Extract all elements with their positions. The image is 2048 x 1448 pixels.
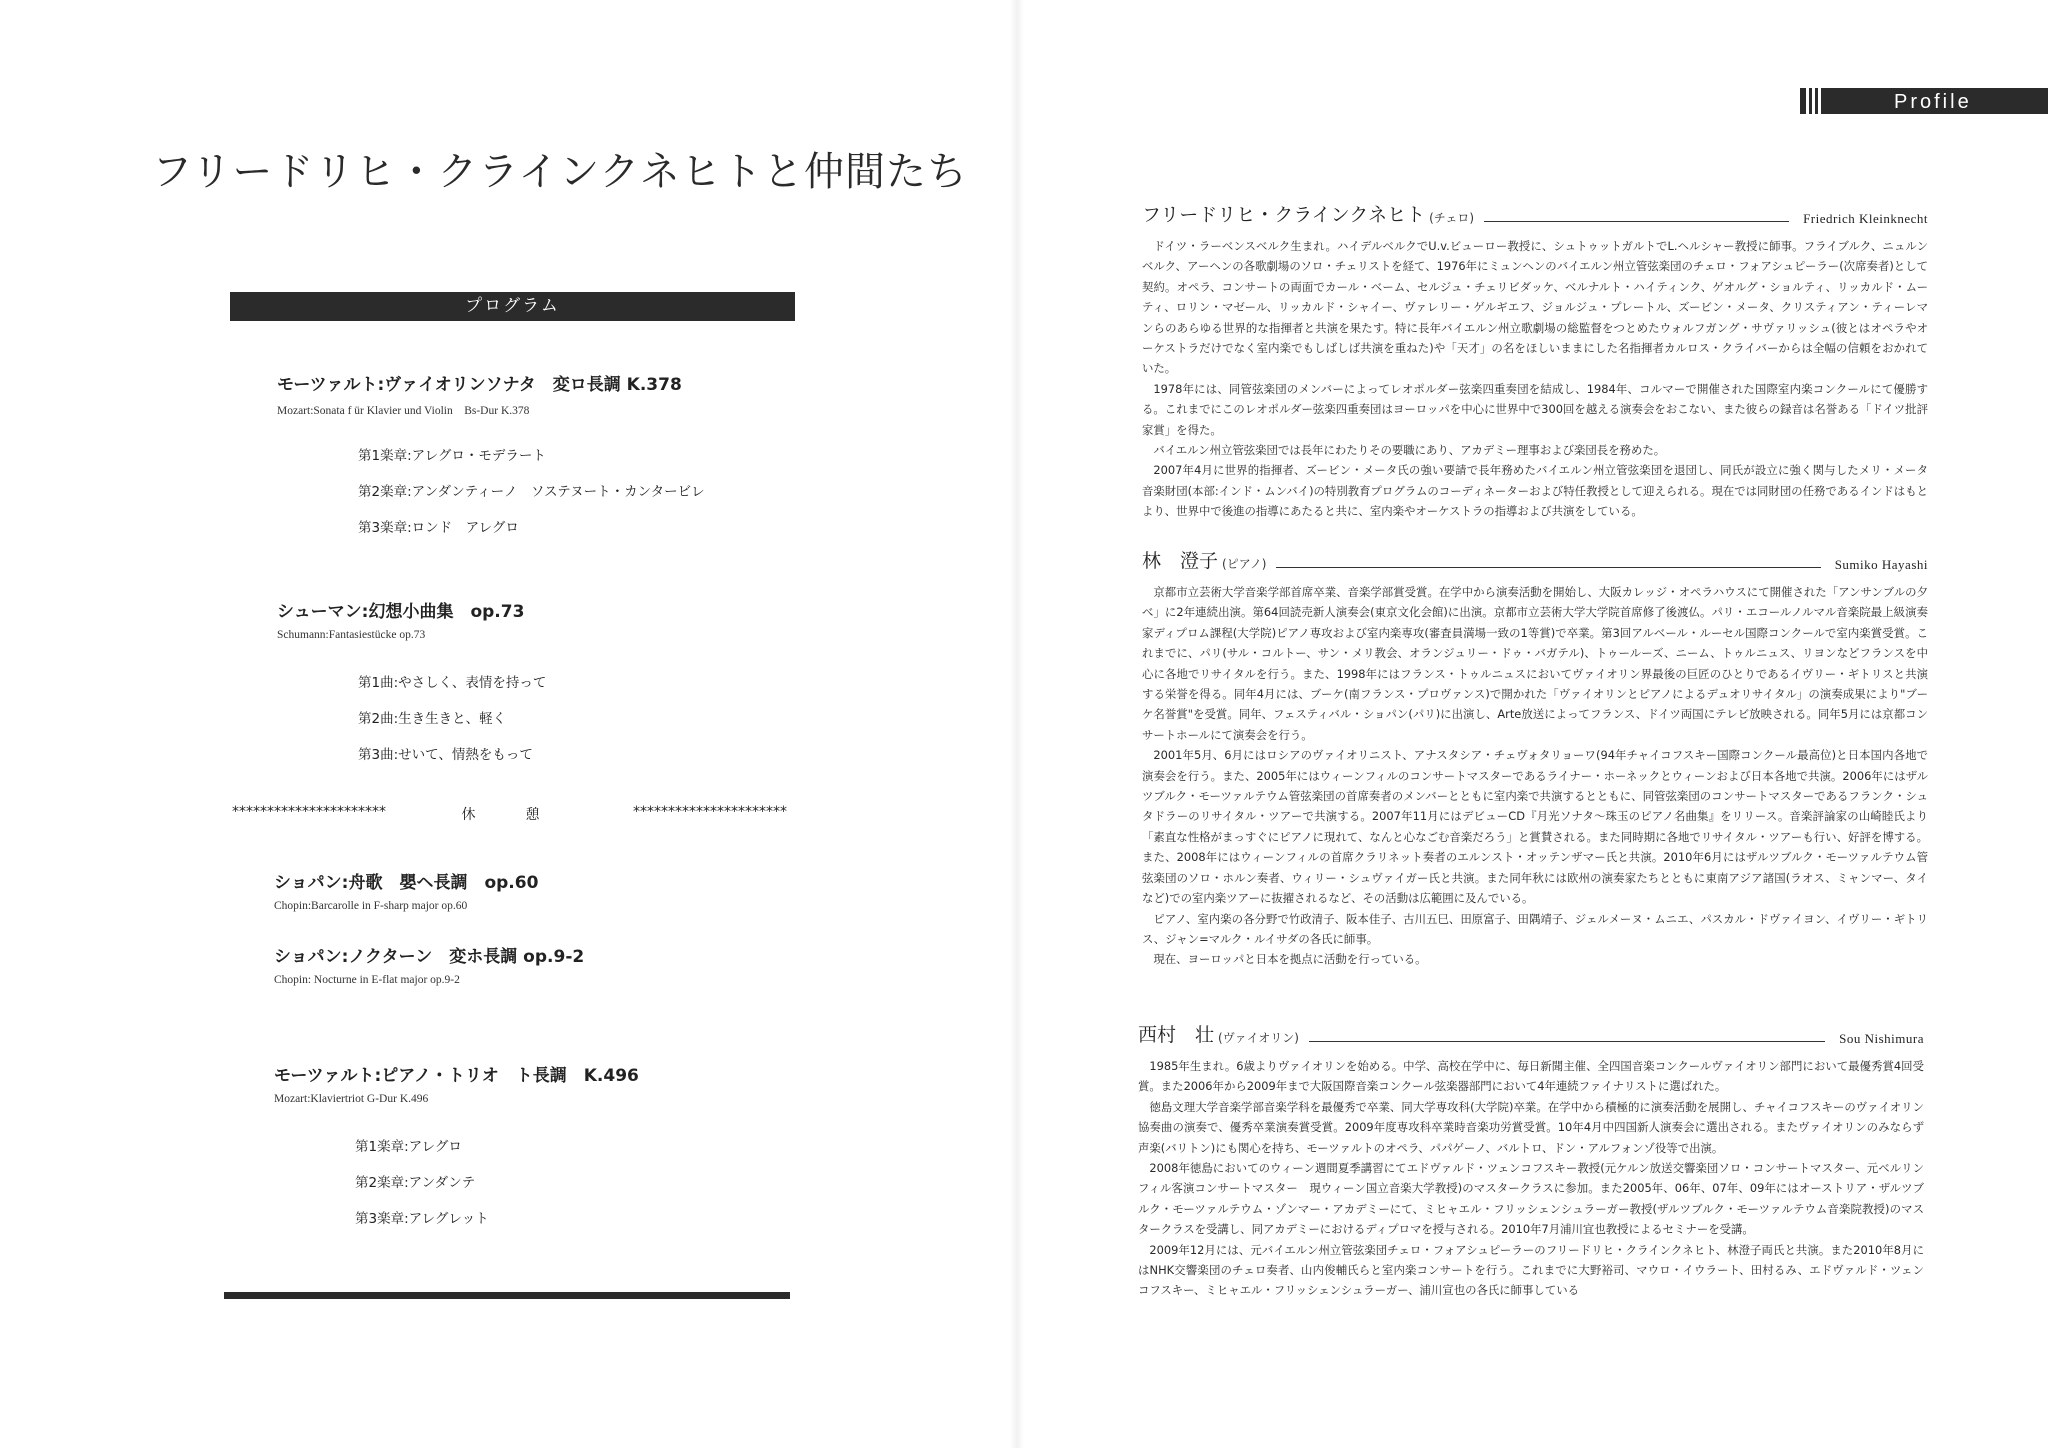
heading-rule: [1309, 1041, 1825, 1042]
heading-rule: [1484, 221, 1789, 222]
work-title: モーツァルト:ピアノ・トリオ ト長調 K.496: [274, 1066, 639, 1086]
artist-instrument: (チェロ): [1429, 211, 1475, 225]
work-subtitle: Mozart:Sonata f ür Klavier und Violin Bs-Dur K.378: [277, 405, 530, 417]
program-bottom-bar: [224, 1292, 790, 1299]
intermission-label: 休 憩: [461, 807, 558, 823]
artist-roman-name: Sou Nishimura: [1839, 1031, 1924, 1046]
movement-item: 第1楽章:アレグロ: [355, 1139, 462, 1155]
artist-roman-name: Sumiko Hayashi: [1834, 557, 1928, 572]
work-subtitle: Chopin: Nocturne in E-flat major op.9-2: [274, 974, 460, 986]
intermission-stars-left: **********************: [232, 804, 386, 820]
movement-item: 第3曲:せいて、情熱をもって: [358, 747, 533, 763]
movement-item: 第2楽章:アンダンティーノ ソステヌート・カンタービレ: [358, 484, 705, 500]
artist-bio: [1138, 1056, 1924, 1301]
movement-item: 第3楽章:ロンド アレグロ: [358, 520, 519, 536]
profile-tab-label: Profile: [1894, 91, 1972, 113]
movement-item: 第1曲:やさしく、表情を持って: [358, 675, 547, 691]
movement-item: 第2楽章:アンダンテ: [355, 1175, 476, 1191]
work-title: ショパン:舟歌 嬰ヘ長調 op.60: [274, 873, 539, 893]
artist-roman-name: Friedrich Kleinknecht: [1803, 211, 1928, 226]
bio-paragraph: ドイツ・ラーベンスベルク生まれ。ハイデルベルクでU.v.ビューロー教授に、シュトゥットガルトでL.ヘルシャー教授に師事。フライブルク、ニュルンベルク、アーヘンの各歌劇場のソロ・チェリストを経て、1976年にミュンヘンのバイエルン州立管弦楽団のチェロ・フォアシュピーラー(次席奏者)として契約。オペラ、コンサートの両面でカール・ベーム、セルジュ・チェリビダッケ、ベルナルト・ハイティンク、ゲオルグ・ショルティ、リッカルド・ムーティ、ロリン・マゼール、リッカルド・シャイー、ヴァレリー・ゲルギエフ、ジョルジュ・プレートル、ズービン・メータ、クリスティアン・ティーレマンらのあらゆる世界的な指揮者と共演を果たす。特に長年バイエルン州立歌劇場の総監督をつとめたウォルフガング・サヴァリッシュ(彼とはオペラやオーケストラだけでなく室内楽でもしばしば共演を重ねた)や「天才」の名をほしいままにした名指揮者カルロス・クライバーからは全幅の信頼をおかれていた。: [1142, 239, 1928, 376]
intermission-row: [232, 804, 787, 824]
bio-paragraph: 2001年5月、6月にはロシアのヴァイオリニスト、アナスタシア・チェヴォタリョーワ(94年チャイコフスキー国際コンクール最高位)と日本国内各地で演奏会を行う。また、2005年にはウィーンフィルのコンサートマスターであるライナー・ホーネックとウィーンおよび日本各地で共演。2006年にはザルツブルク・モーツァルテウム管弦楽団の首席奏者のメンバーとともに室内楽で共演するとともに、同管弦楽団のコンサートマスターであるフランク・シュタドラーのリサイタル・ツアーで共演する。2007年11月にはデビューCD『月光ソナタ～珠玉のピアノ名曲集』をリリース。音楽評論家の山崎睦氏より「素直な性格がまっすぐにピアノに現れて、なんと心なごむ音楽だろう」と賞賛される。また同時期に各地でリサイタル・ツアーも行い、好評を博する。また、2008年にはウィーンフィルの首席クラリネット奏者のエルンスト・オッテンザマー氏と共演。2010年6月にはザルツブルク・モーツァルテウム管弦楽団のソロ・ホルン奏者、ウィリー・シュヴァイガー氏と共演。また同年秋には欧州の演奏家たちとともに東南アジア諸国(ラオス、ミャンマー、タイなど)での室内楽ツアーに抜擢されるなど、その活動は広範囲に及んでいる。: [1142, 748, 1928, 906]
work-subtitle: Schumann:Fantasiestücke op.73: [277, 629, 426, 641]
bio-paragraph: 2008年徳島においてのウィーン週間夏季講習にてエドヴァルド・ツェンコフスキー教授(元ケルン放送交響楽団ソロ・コンサートマスター、元ベルリンフィル客演コンサートマスター 現ウィーン国立音楽大学教授)のマスタークラスに参加。また2005年、06年、07年、09年にはオーストリア・ザルツブルク・モーツァルテウム・ゾンマー・アカデミーにて、ミヒャエル・フリッシェンシュラーガー教授(ザルツブルク・モーツァルテウム音楽院教授)のマスタークラスを受講し、同アカデミーにおけるディプロマを授与される。2010年7月浦川宜也教授によるセミナーを受講。: [1138, 1161, 1924, 1237]
movement-item: 第1楽章:アレグロ・モデラート: [358, 448, 546, 464]
profile-tab: [1800, 88, 2048, 114]
bio-paragraph: 現在、ヨーロッパと日本を拠点に活動を行っている。: [1153, 952, 1427, 967]
bio-paragraph: 1978年には、同管弦楽団のメンバーによってレオポルダー弦楽四重奏団を結成し、1984年、コルマーで開催された国際室内楽コンクールにて優勝する。これまでにこのレオポルダー弦楽四重奏団はヨーロッパを中心に世界中で300回を越える演奏会をおこない、また彼らの録音は名誉ある「ドイツ批評家賞」を得た。: [1142, 381, 1928, 437]
artist-bio: [1142, 236, 1928, 522]
bio-paragraph: 徳島文理大学音楽学部音楽学科を最優秀で卒業、同大学専攻科(大学院)卒業。在学中から積極的に演奏活動を展開し、チャイコフスキーのヴァイオリン協奏曲の演奏で、優秀卒業演奏賞受賞。2009年度専攻科卒業時音楽功労賞受賞。10年4月中四国新人演奏会に選出される。またヴァイオリンのみならず声楽(バリトン)にも関心を持ち、モーツァルトのオペラ、パパゲーノ、バルトロ、ドン・アルフォンゾ役等で出演。: [1138, 1099, 1924, 1155]
movement-item: 第3楽章:アレグレット: [355, 1211, 489, 1227]
artist-name: 西村 壮: [1138, 1024, 1215, 1046]
work-subtitle: Mozart:Klaviertriot G-Dur K.496: [274, 1093, 429, 1105]
artist-name: フリードリヒ・クラインクネヒト: [1142, 204, 1426, 226]
bio-paragraph: 2009年12月には、元バイエルン州立管弦楽団チェロ・フォアシュピーラーのフリードリヒ・クラインクネヒト、林澄子両氏と共演。また2010年8月にはNHK交響楽団のチェロ奏者、山内俊輔氏らと室内楽コンサートを行う。これまでに大野裕司、マウロ・イウラート、田村るみ、エドヴァルド・ツェンコフスキー、ミヒャエル・フリッシェンシュラーガー、浦川宣也の各氏に師事している: [1138, 1242, 1924, 1298]
bio-paragraph: 2007年4月に世界的指揮者、ズービン・メータ氏の強い要請で長年務めたバイエルン州立管弦楽団を退団し、同氏が設立に強く関与したメリ・メータ音楽財団(本部:インド・ムンバイ)の特別教育プログラムのコーディネーターおよび特任教授として迎えられる。現在では同財団の任務であるインドはもとより、世界中で後進の指導にあたると共に、室内楽やオーケストラの指導および共演をしている。: [1142, 463, 1928, 519]
artist-heading: [1142, 546, 1928, 573]
bio-paragraph: ピアノ、室内楽の各分野で竹政清子、阪本佳子、古川五巳、田原富子、田隅靖子、ジェルメーヌ・ムニエ、パスカル・ドヴァイヨン、イヴリー・ギトリス、ジャン=マルク・ルイサダの各氏に師事。: [1142, 911, 1928, 946]
work-title: シューマン:幻想小曲集 op.73: [277, 602, 525, 622]
artist-bio: [1142, 582, 1928, 970]
heading-rule: [1276, 567, 1820, 568]
program-header: プログラム: [230, 292, 795, 321]
intermission-stars-right: **********************: [633, 804, 787, 820]
artist-heading: [1142, 200, 1928, 227]
bio-paragraph: バイエルン州立管弦楽団では長年にわたりその要職にあり、アカデミー理事および楽団長を務めた。: [1153, 443, 1666, 458]
work-title: モーツァルト:ヴァイオリンソナタ 変ロ長調 K.378: [277, 375, 682, 395]
bio-paragraph: 1985年生まれ。6歳よりヴァイオリンを始める。中学、高校在学中に、毎日新聞主催、全四国音楽コンクールヴァイオリン部門において最優秀賞4回受賞。また2006年から2009年まで大阪国際音楽コンクール弦楽器部門において4年連続ファイナリストに選ばれた。: [1138, 1059, 1924, 1094]
artist-heading: [1138, 1020, 1924, 1047]
artist-instrument: (ヴァイオリン): [1218, 1031, 1299, 1045]
work-subtitle: Chopin:Barcarolle in F-sharp major op.60: [274, 900, 468, 912]
work-title: ショパン:ノクターン 変ホ長調 op.9-2: [274, 947, 585, 967]
artist-instrument: (ピアノ): [1222, 557, 1267, 571]
bio-paragraph: 京都市立芸術大学音楽学部首席卒業、音楽学部賞受賞。在学中から演奏活動を開始し、大阪カレッジ・オペラハウスにて開催された「アンサンブルの夕べ」に2年連続出演。第64回読売新人演奏会(東京文化会館)に出演。京都市立芸術大学大学院首席修了後渡仏。パリ・エコールノルマル音楽院最上級演奏家ディプロム課程(大学院)ピアノ専攻および室内楽専攻(審査員満場一致の1等賞)で卒業。第3回アルベール・ルーセル国際コンクールで室内楽賞受賞。これまでに、パリ(サル・コルトー、サン・メリ教会、オランジュリー・ドゥ・バガテル)、トゥールーズ、ニーム、トゥルニュス、リヨンなどフランスを中心に各地でリサイタルを行う。また、1998年にはフランス・トゥルニュスにおいてヴァイオリン界最後の巨匠のひとりであるイヴリー・ギトリスと共演する栄誉を得る。同年4月には、ブーケ(南フランス・プロヴァンス)で開かれた「ヴァイオリンとピアノによるデュオリサイタル」の演奏成果により"ブーケ名誉賞"を受賞。同年、フェスティバル・ショパン(パリ)に出演し、Arte放送によってフランス、ドイツ両国にテレビ放映される。同年5月には京都コンサートホールにて演奏会を行う。: [1142, 585, 1928, 742]
movement-item: 第2曲:生き生きと、軽く: [358, 711, 507, 727]
concert-title: フリードリヒ・クラインクネヒトと仲間たち: [152, 149, 968, 195]
artist-name: 林 澄子: [1142, 550, 1219, 572]
page-fold: [1010, 0, 1024, 1448]
